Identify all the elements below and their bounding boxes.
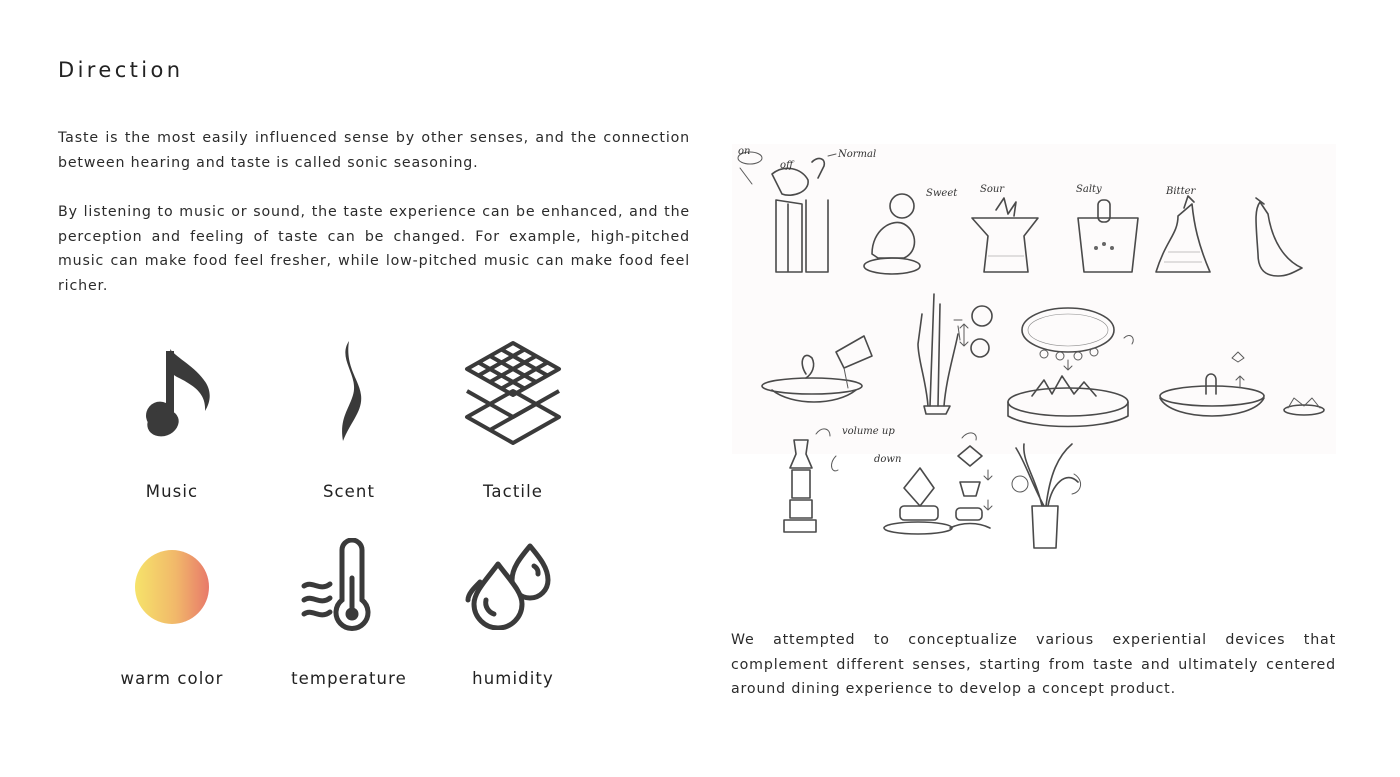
scent-label: Scent bbox=[322, 482, 376, 501]
detail-paragraph: By listening to music or sound, the taste experience can be enhanced, and the perception and feeling of taste can be changed. For example, high-pitched music can make food feel fresher, while low-pitched music can make food feel richer. bbox=[58, 204, 690, 295]
temperature-label: temperature bbox=[291, 669, 407, 688]
water-drops-icon bbox=[460, 540, 552, 630]
sketch-note-sour: Sour bbox=[980, 184, 1005, 195]
sketch-note-volume-up: volume up bbox=[842, 426, 895, 437]
sketch-note-off: off bbox=[780, 160, 794, 171]
sketch-caption: We attempted to conceptualize various experiential devices that complement different senses, starting from taste and ultimately centered around dining experience to develop a concept product. bbox=[731, 632, 1336, 698]
music-label: Music bbox=[145, 482, 199, 501]
sketch-note-bitter: Bitter bbox=[1166, 186, 1196, 197]
tactile-label: Tactile bbox=[482, 482, 544, 501]
sketch-note-down: down bbox=[874, 454, 902, 465]
warm-color-gradient-icon bbox=[133, 548, 211, 626]
sketch-note-sweet: Sweet bbox=[926, 188, 958, 199]
music-note-icon bbox=[140, 345, 215, 440]
humidity-label: humidity bbox=[472, 669, 554, 688]
sketch-note-salty: Salty bbox=[1076, 184, 1102, 195]
concept-sketch-drawing bbox=[732, 144, 1336, 558]
thermometer-icon bbox=[298, 538, 376, 636]
warm-color-label: warm color bbox=[120, 669, 224, 688]
sketch-note-normal: Normal bbox=[838, 149, 877, 160]
tactile-layers-icon bbox=[463, 339, 563, 449]
sketch-note-on: on bbox=[738, 146, 751, 157]
intro-paragraph: Taste is the most easily influenced sense by other senses, and the connection between hearing and taste is called sonic seasoning. bbox=[58, 130, 690, 171]
scent-wisp-icon bbox=[325, 337, 370, 447]
page-title: Direction bbox=[58, 58, 184, 82]
